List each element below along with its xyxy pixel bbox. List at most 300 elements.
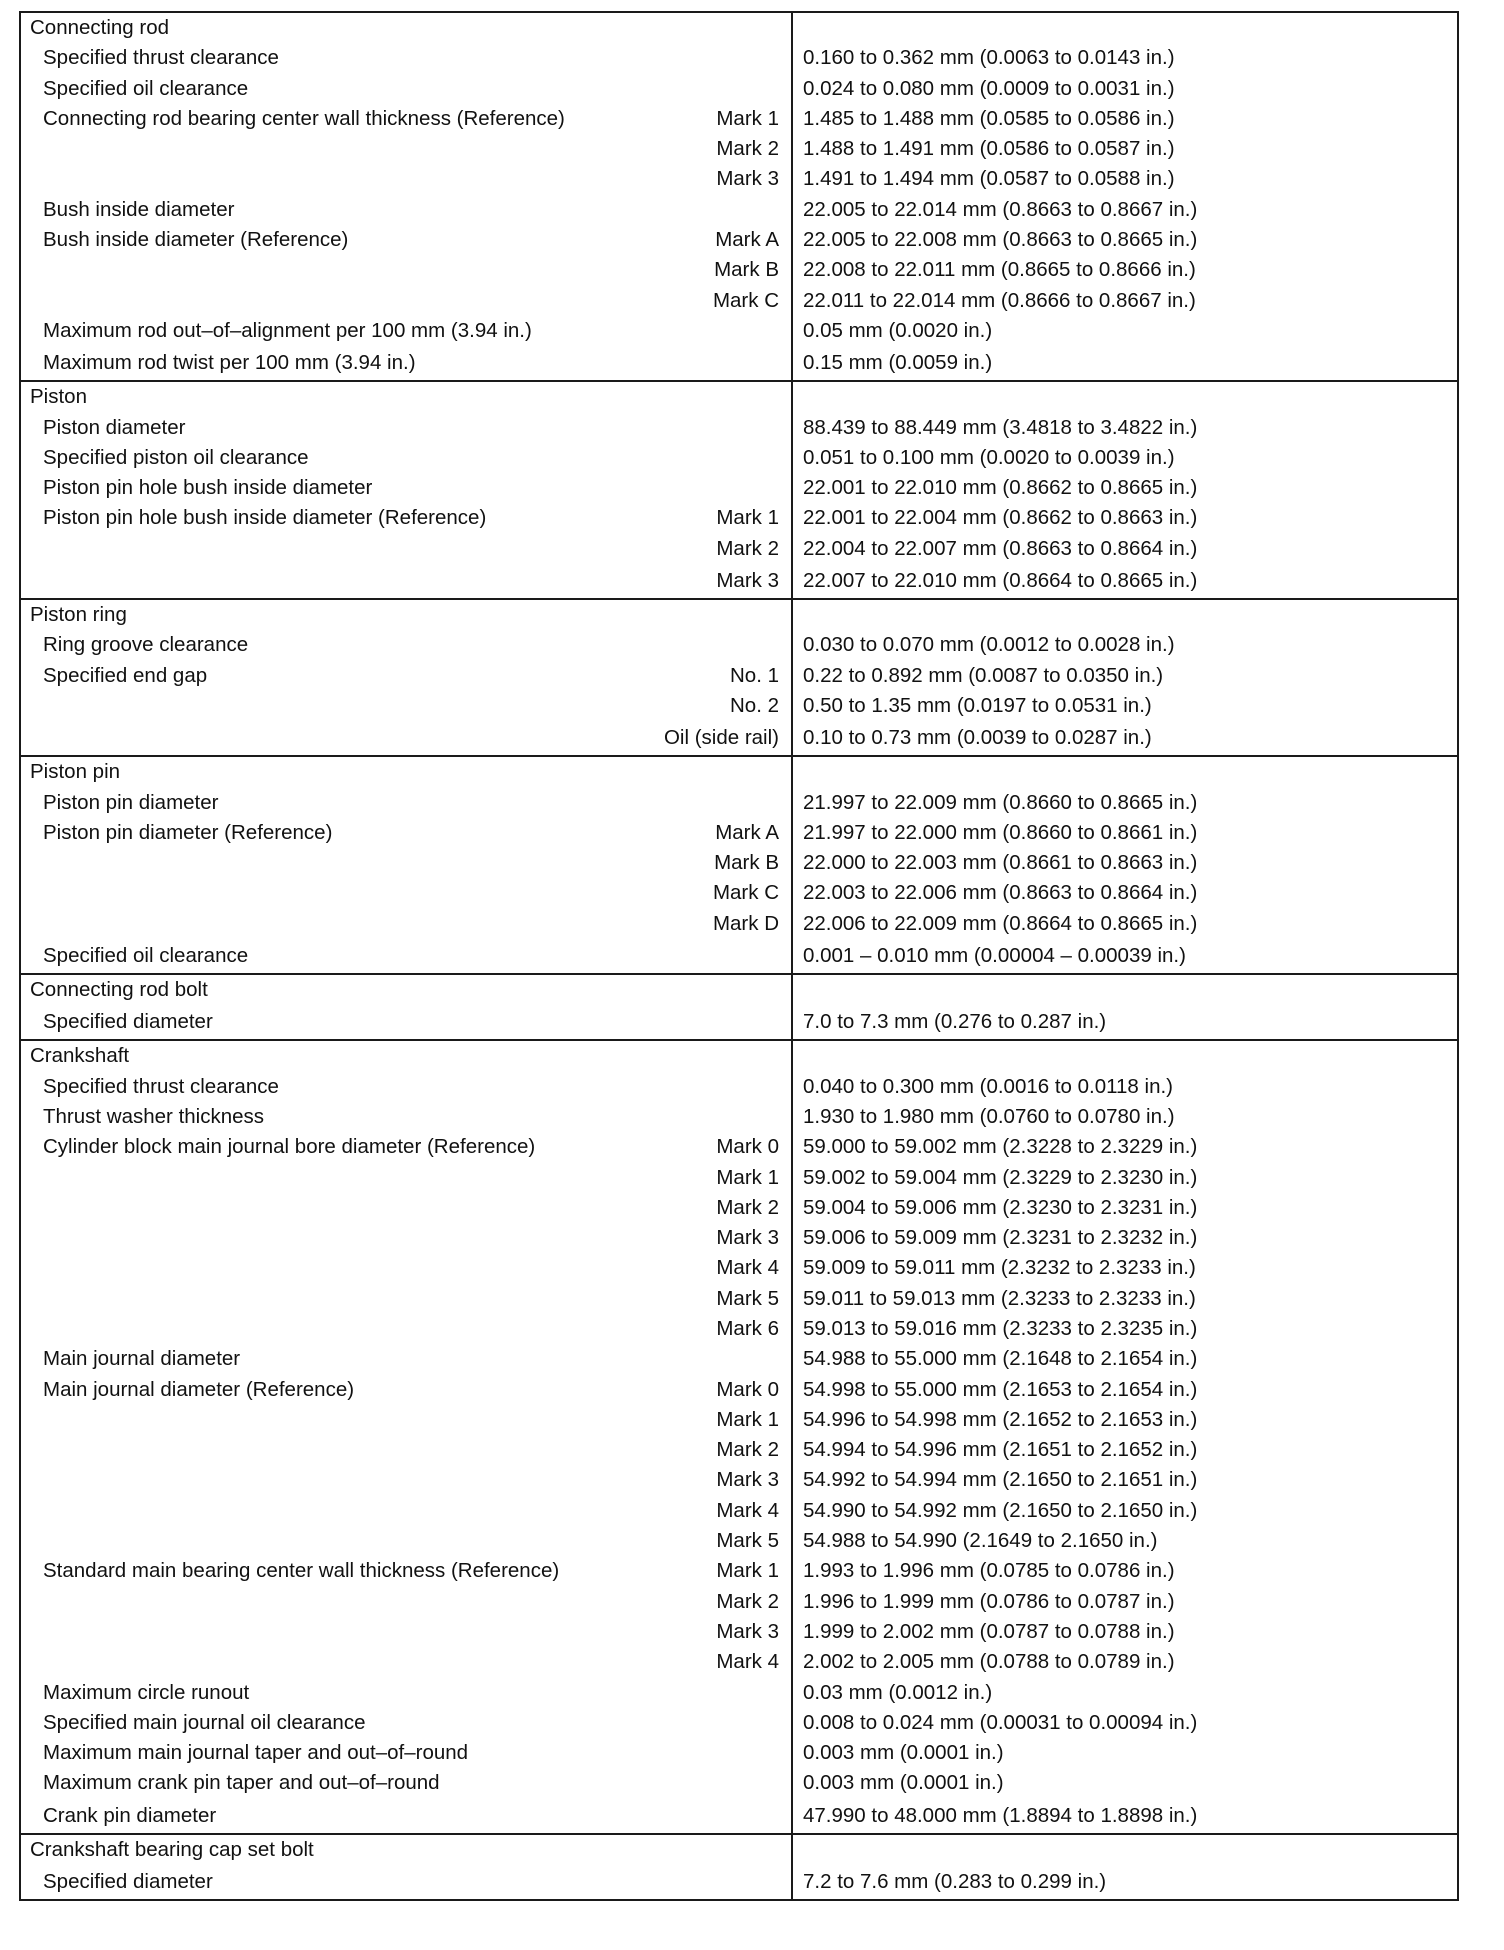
- spec-value: 54.990 to 54.992 mm (2.1650 to 2.1650 in.): [803, 1498, 1198, 1522]
- spec-label: Bush inside diameter (Reference): [43, 228, 349, 252]
- section-right-cell: [793, 757, 1457, 787]
- spec-section: [21, 13, 1457, 380]
- spec-left-cell: [21, 848, 793, 878]
- spec-value: 54.998 to 55.000 mm (2.1653 to 2.1654 in.): [803, 1377, 1198, 1401]
- spec-left-cell: [21, 104, 793, 134]
- spec-value-cell: [793, 255, 1457, 285]
- spec-row: [21, 818, 1457, 848]
- spec-left-cell: [21, 1344, 793, 1374]
- spec-left-cell: [21, 1253, 793, 1283]
- spec-mark: Mark D: [712, 911, 779, 935]
- spec-value-cell: [793, 134, 1457, 164]
- spec-label: Maximum rod twist per 100 mm (3.94 in.): [43, 351, 416, 375]
- spec-section: [21, 380, 1457, 598]
- section-title: Crankshaft: [30, 1044, 130, 1068]
- spec-left-cell: [21, 1865, 793, 1899]
- spec-value-cell: [793, 316, 1457, 346]
- spec-row: [21, 346, 1457, 380]
- spec-left-cell: [21, 134, 793, 164]
- spec-value-cell: [793, 1405, 1457, 1435]
- spec-row: [21, 1738, 1457, 1768]
- section-right-cell: [793, 1041, 1457, 1071]
- spec-left-cell: [21, 286, 793, 316]
- spec-left-cell: [21, 691, 793, 721]
- spec-value-cell: [793, 788, 1457, 818]
- spec-value: 54.996 to 54.998 mm (2.1652 to 2.1653 in.): [803, 1407, 1198, 1431]
- spec-value-cell: [793, 1738, 1457, 1768]
- spec-value: 22.000 to 22.003 mm (0.8661 to 0.8663 in.): [803, 851, 1198, 875]
- spec-value: 0.10 to 0.73 mm (0.0039 to 0.0287 in.): [803, 726, 1152, 750]
- section-left-cell: [21, 13, 793, 43]
- section-title: Piston: [30, 385, 87, 409]
- spec-left-cell: [21, 255, 793, 285]
- section-left-cell: [21, 382, 793, 412]
- spec-label: Maximum rod out–of–alignment per 100 mm (3.94 in.): [43, 318, 532, 342]
- spec-value-cell: [793, 1132, 1457, 1162]
- spec-value-cell: [793, 1708, 1457, 1738]
- spec-value-cell: [793, 630, 1457, 660]
- spec-left-cell: [21, 443, 793, 473]
- spec-value-cell: [793, 1102, 1457, 1132]
- spec-row: [21, 1617, 1457, 1647]
- spec-value: 59.004 to 59.006 mm (2.3230 to 2.3231 in.): [803, 1195, 1198, 1219]
- spec-value-cell: [793, 534, 1457, 564]
- spec-value-cell: [793, 346, 1457, 380]
- section-heading-row: [21, 757, 1457, 787]
- spec-value-cell: [793, 1253, 1457, 1283]
- spec-left-cell: [21, 630, 793, 660]
- spec-row: [21, 503, 1457, 533]
- spec-left-cell: [21, 564, 793, 598]
- spec-left-cell: [21, 1617, 793, 1647]
- spec-mark: Mark 0: [716, 1135, 779, 1159]
- spec-value: 0.051 to 0.100 mm (0.0020 to 0.0039 in.): [803, 445, 1175, 469]
- spec-row: [21, 1005, 1457, 1039]
- spec-value: 22.011 to 22.014 mm (0.8666 to 0.8667 in.): [803, 288, 1196, 312]
- spec-mark: Mark 4: [716, 1498, 779, 1522]
- spec-mark: Mark 2: [716, 1195, 779, 1219]
- spec-left-cell: [21, 1435, 793, 1465]
- spec-row: [21, 43, 1457, 73]
- spec-mark: Mark C: [712, 288, 779, 312]
- spec-row: [21, 534, 1457, 564]
- spec-label: Ring groove clearance: [43, 633, 249, 657]
- spec-row: [21, 1435, 1457, 1465]
- spec-row: [21, 286, 1457, 316]
- spec-label: Piston pin diameter: [43, 790, 219, 814]
- spec-left-cell: [21, 1708, 793, 1738]
- spec-row: [21, 1163, 1457, 1193]
- spec-value-cell: [793, 1005, 1457, 1039]
- spec-value: 1.930 to 1.980 mm (0.0760 to 0.0780 in.): [803, 1104, 1175, 1128]
- spec-left-cell: [21, 1465, 793, 1495]
- spec-value: 22.004 to 22.007 mm (0.8663 to 0.8664 in.): [803, 536, 1198, 560]
- spec-left-cell: [21, 1284, 793, 1314]
- spec-value: 22.008 to 22.011 mm (0.8665 to 0.8666 in.): [803, 258, 1196, 282]
- spec-value-cell: [793, 43, 1457, 73]
- spec-value-cell: [793, 1678, 1457, 1708]
- spec-value-cell: [793, 1526, 1457, 1556]
- spec-left-cell: [21, 503, 793, 533]
- spec-value-cell: [793, 661, 1457, 691]
- spec-value: 1.491 to 1.494 mm (0.0587 to 0.0588 in.): [803, 167, 1175, 191]
- spec-mark: Mark A: [715, 820, 779, 844]
- spec-value: 1.993 to 1.996 mm (0.0785 to 0.0786 in.): [803, 1559, 1175, 1583]
- spec-value: 22.001 to 22.010 mm (0.8662 to 0.8665 in.): [803, 476, 1198, 500]
- spec-left-cell: [21, 1496, 793, 1526]
- spec-left-cell: [21, 1587, 793, 1617]
- spec-left-cell: [21, 413, 793, 443]
- section-heading-row: [21, 600, 1457, 630]
- spec-mark: Mark 3: [716, 1468, 779, 1492]
- spec-left-cell: [21, 1072, 793, 1102]
- spec-label: Cylinder block main journal bore diameter (Reference): [43, 1135, 536, 1159]
- spec-left-cell: [21, 473, 793, 503]
- spec-label: Piston pin hole bush inside diameter: [43, 476, 373, 500]
- spec-row: [21, 1865, 1457, 1899]
- section-title: Piston pin: [30, 760, 121, 784]
- spec-value: 59.009 to 59.011 mm (2.3232 to 2.3233 in.): [803, 1256, 1196, 1280]
- section-right-cell: [793, 382, 1457, 412]
- spec-row: [21, 848, 1457, 878]
- spec-section: [21, 598, 1457, 755]
- section-left-cell: [21, 1835, 793, 1865]
- spec-value-cell: [793, 909, 1457, 939]
- spec-row: [21, 104, 1457, 134]
- spec-value: 59.013 to 59.016 mm (2.3233 to 2.3235 in.): [803, 1316, 1198, 1340]
- spec-value-cell: [793, 1556, 1457, 1586]
- spec-left-cell: [21, 1193, 793, 1223]
- spec-value-cell: [793, 1163, 1457, 1193]
- spec-left-cell: [21, 43, 793, 73]
- spec-row: [21, 630, 1457, 660]
- section-title: Crankshaft bearing cap set bolt: [30, 1837, 314, 1861]
- spec-value-cell: [793, 564, 1457, 598]
- spec-mark: Mark 2: [716, 1589, 779, 1613]
- spec-left-cell: [21, 225, 793, 255]
- spec-mark: Mark 2: [716, 1438, 779, 1462]
- spec-value-cell: [793, 1496, 1457, 1526]
- spec-left-cell: [21, 195, 793, 225]
- spec-mark: Mark 3: [716, 1226, 779, 1250]
- spec-value: 0.03 mm (0.0012 in.): [803, 1680, 993, 1704]
- spec-value: 0.160 to 0.362 mm (0.0063 to 0.0143 in.): [803, 46, 1175, 70]
- section-right-cell: [793, 600, 1457, 630]
- spec-mark: Mark 1: [716, 106, 779, 130]
- spec-section: [21, 1833, 1457, 1899]
- spec-left-cell: [21, 1647, 793, 1677]
- spec-value: 54.988 to 55.000 mm (2.1648 to 2.1654 in.): [803, 1347, 1198, 1371]
- spec-left-cell: [21, 346, 793, 380]
- spec-value-cell: [793, 1223, 1457, 1253]
- spec-label: Specified diameter: [43, 1869, 213, 1893]
- spec-left-cell: [21, 1314, 793, 1344]
- spec-row: [21, 1556, 1457, 1586]
- spec-value: 0.040 to 0.300 mm (0.0016 to 0.0118 in.): [803, 1074, 1174, 1098]
- spec-row: [21, 939, 1457, 973]
- spec-section: [21, 755, 1457, 973]
- spec-row: [21, 473, 1457, 503]
- spec-row: [21, 255, 1457, 285]
- spec-row: [21, 1072, 1457, 1102]
- spec-value-cell: [793, 1284, 1457, 1314]
- spec-left-cell: [21, 1556, 793, 1586]
- spec-mark: Mark 0: [716, 1377, 779, 1401]
- spec-mark: Mark A: [715, 228, 779, 252]
- section-left-cell: [21, 1041, 793, 1071]
- spec-mark: Oil (side rail): [663, 726, 779, 750]
- spec-value: 22.005 to 22.008 mm (0.8663 to 0.8665 in.): [803, 228, 1198, 252]
- spec-value: 0.15 mm (0.0059 in.): [803, 351, 993, 375]
- spec-row: [21, 1405, 1457, 1435]
- spec-value-cell: [793, 164, 1457, 194]
- spec-section: [21, 973, 1457, 1039]
- spec-label: Thrust washer thickness: [43, 1104, 265, 1128]
- spec-row: [21, 1375, 1457, 1405]
- spec-mark: No. 1: [730, 663, 779, 687]
- spec-row: [21, 316, 1457, 346]
- spec-left-cell: [21, 878, 793, 908]
- spec-value-cell: [793, 1193, 1457, 1223]
- spec-value-cell: [793, 691, 1457, 721]
- spec-label: Maximum crank pin taper and out–of–round: [43, 1771, 440, 1795]
- spec-value: 7.2 to 7.6 mm (0.283 to 0.299 in.): [803, 1869, 1107, 1893]
- spec-left-cell: [21, 909, 793, 939]
- spec-left-cell: [21, 788, 793, 818]
- spec-value-cell: [793, 939, 1457, 973]
- spec-value: 0.05 mm (0.0020 in.): [803, 318, 993, 342]
- spec-value-cell: [793, 1799, 1457, 1833]
- spec-left-cell: [21, 1102, 793, 1132]
- spec-row: [21, 195, 1457, 225]
- spec-left-cell: [21, 1799, 793, 1833]
- spec-left-cell: [21, 74, 793, 104]
- spec-mark: Mark 1: [716, 1407, 779, 1431]
- spec-value-cell: [793, 74, 1457, 104]
- spec-row: [21, 443, 1457, 473]
- spec-row: [21, 1526, 1457, 1556]
- section-right-cell: [793, 13, 1457, 43]
- spec-value-cell: [793, 1865, 1457, 1899]
- spec-section: [21, 1039, 1457, 1832]
- section-right-cell: [793, 975, 1457, 1005]
- spec-value-cell: [793, 1072, 1457, 1102]
- spec-row: [21, 878, 1457, 908]
- spec-row: [21, 1193, 1457, 1223]
- spec-mark: Mark B: [714, 258, 779, 282]
- spec-mark: Mark 3: [716, 1619, 779, 1643]
- spec-mark: Mark 1: [716, 506, 779, 530]
- spec-label: Piston pin hole bush inside diameter (Reference): [43, 506, 487, 530]
- spec-mark: Mark 1: [716, 1559, 779, 1583]
- spec-value: 21.997 to 22.000 mm (0.8660 to 0.8661 in.): [803, 820, 1198, 844]
- spec-value: 1.996 to 1.999 mm (0.0786 to 0.0787 in.): [803, 1589, 1175, 1613]
- spec-left-cell: [21, 1163, 793, 1193]
- spec-row: [21, 909, 1457, 939]
- spec-row: [21, 661, 1457, 691]
- spec-value: 0.22 to 0.892 mm (0.0087 to 0.0350 in.): [803, 663, 1164, 687]
- spec-label: Main journal diameter: [43, 1347, 241, 1371]
- spec-label: Main journal diameter (Reference): [43, 1377, 355, 1401]
- spec-value-cell: [793, 1465, 1457, 1495]
- spec-left-cell: [21, 1375, 793, 1405]
- spec-label: Standard main bearing center wall thickness (Reference): [43, 1559, 560, 1583]
- spec-value-cell: [793, 195, 1457, 225]
- spec-label: Maximum main journal taper and out–of–round: [43, 1741, 469, 1765]
- spec-value-cell: [793, 1314, 1457, 1344]
- spec-row: [21, 164, 1457, 194]
- spec-value: 0.003 mm (0.0001 in.): [803, 1741, 1004, 1765]
- spec-left-cell: [21, 1678, 793, 1708]
- spec-value-cell: [793, 503, 1457, 533]
- spec-label: Specified thrust clearance: [43, 1074, 279, 1098]
- spec-value: 54.994 to 54.996 mm (2.1651 to 2.1652 in.): [803, 1438, 1198, 1462]
- spec-left-cell: [21, 661, 793, 691]
- spec-value-cell: [793, 443, 1457, 473]
- spec-label: Specified diameter: [43, 1010, 213, 1034]
- spec-row: [21, 74, 1457, 104]
- spec-value: 7.0 to 7.3 mm (0.276 to 0.287 in.): [803, 1010, 1107, 1034]
- spec-row: [21, 225, 1457, 255]
- section-title: Piston ring: [30, 603, 127, 627]
- spec-row: [21, 1465, 1457, 1495]
- section-title: Connecting rod bolt: [30, 978, 208, 1002]
- spec-value-cell: [793, 473, 1457, 503]
- spec-label: Bush inside diameter: [43, 197, 235, 221]
- spec-mark: Mark 5: [716, 1286, 779, 1310]
- spec-value-cell: [793, 1647, 1457, 1677]
- spec-left-cell: [21, 1405, 793, 1435]
- spec-row: [21, 1344, 1457, 1374]
- spec-value-cell: [793, 413, 1457, 443]
- spec-row: [21, 721, 1457, 755]
- spec-value-cell: [793, 848, 1457, 878]
- spec-mark: Mark 6: [716, 1316, 779, 1340]
- section-title: Connecting rod: [30, 16, 170, 39]
- spec-value-cell: [793, 286, 1457, 316]
- spec-label: Specified thrust clearance: [43, 46, 279, 70]
- spec-row: [21, 1587, 1457, 1617]
- spec-label: Specified oil clearance: [43, 943, 249, 967]
- section-left-cell: [21, 975, 793, 1005]
- spec-left-cell: [21, 164, 793, 194]
- spec-mark: Mark 2: [716, 137, 779, 161]
- spec-mark: Mark C: [712, 881, 779, 905]
- spec-value: 1.999 to 2.002 mm (0.0787 to 0.0788 in.): [803, 1619, 1175, 1643]
- section-heading-row: [21, 975, 1457, 1005]
- spec-row: [21, 1496, 1457, 1526]
- spec-left-cell: [21, 721, 793, 755]
- spec-label: Crank pin diameter: [43, 1803, 217, 1827]
- spec-mark: Mark 2: [716, 536, 779, 560]
- spec-row: [21, 1253, 1457, 1283]
- spec-value: 21.997 to 22.009 mm (0.8660 to 0.8665 in.): [803, 790, 1198, 814]
- spec-value: 0.50 to 1.35 mm (0.0197 to 0.0531 in.): [803, 693, 1152, 717]
- spec-row: [21, 1132, 1457, 1162]
- spec-value-cell: [793, 721, 1457, 755]
- spec-left-cell: [21, 1005, 793, 1039]
- spec-row: [21, 788, 1457, 818]
- spec-value-cell: [793, 225, 1457, 255]
- section-heading-row: [21, 13, 1457, 43]
- spec-label: Specified end gap: [43, 663, 208, 687]
- spec-left-cell: [21, 939, 793, 973]
- spec-value: 1.488 to 1.491 mm (0.0586 to 0.0587 in.): [803, 137, 1175, 161]
- spec-value-cell: [793, 1375, 1457, 1405]
- section-left-cell: [21, 757, 793, 787]
- spec-value-cell: [793, 878, 1457, 908]
- spec-left-cell: [21, 1132, 793, 1162]
- spec-left-cell: [21, 1768, 793, 1798]
- spec-row: [21, 1708, 1457, 1738]
- spec-value-cell: [793, 1617, 1457, 1647]
- spec-value: 0.024 to 0.080 mm (0.0009 to 0.0031 in.): [803, 76, 1175, 100]
- section-heading-row: [21, 382, 1457, 412]
- spec-value: 59.011 to 59.013 mm (2.3233 to 2.3233 in.): [803, 1286, 1196, 1310]
- spec-value: 0.008 to 0.024 mm (0.00031 to 0.00094 in.): [803, 1710, 1198, 1734]
- spec-row: [21, 1799, 1457, 1833]
- spec-mark: No. 2: [730, 693, 779, 717]
- spec-label: Specified oil clearance: [43, 76, 249, 100]
- spec-value: 22.005 to 22.014 mm (0.8663 to 0.8667 in.): [803, 197, 1198, 221]
- spec-value: 54.992 to 54.994 mm (2.1650 to 2.1651 in.): [803, 1468, 1198, 1492]
- spec-value: 59.002 to 59.004 mm (2.3229 to 2.3230 in.): [803, 1165, 1198, 1189]
- spec-mark: Mark 5: [716, 1529, 779, 1553]
- spec-row: [21, 1102, 1457, 1132]
- section-left-cell: [21, 600, 793, 630]
- spec-row: [21, 1678, 1457, 1708]
- spec-value: 2.002 to 2.005 mm (0.0788 to 0.0789 in.): [803, 1650, 1175, 1674]
- spec-row: [21, 564, 1457, 598]
- spec-row: [21, 691, 1457, 721]
- spec-label: Piston pin diameter (Reference): [43, 820, 333, 844]
- section-heading-row: [21, 1835, 1457, 1865]
- spec-value: 47.990 to 48.000 mm (1.8894 to 1.8898 in.): [803, 1803, 1198, 1827]
- spec-row: [21, 134, 1457, 164]
- spec-value-cell: [793, 1587, 1457, 1617]
- spec-mark: Mark 3: [716, 568, 779, 592]
- spec-row: [21, 1647, 1457, 1677]
- spec-value: 88.439 to 88.449 mm (3.4818 to 3.4822 in.): [803, 415, 1198, 439]
- spec-value-cell: [793, 1768, 1457, 1798]
- spec-row: [21, 413, 1457, 443]
- spec-label: Specified piston oil clearance: [43, 445, 309, 469]
- spec-value: 22.006 to 22.009 mm (0.8664 to 0.8665 in.): [803, 911, 1198, 935]
- spec-table: [19, 11, 1459, 1901]
- spec-value: 59.000 to 59.002 mm (2.3228 to 2.3229 in.): [803, 1135, 1198, 1159]
- spec-label: Connecting rod bearing center wall thickness (Reference): [43, 106, 565, 130]
- spec-value: 1.485 to 1.488 mm (0.0585 to 0.0586 in.): [803, 106, 1175, 130]
- spec-row: [21, 1768, 1457, 1798]
- spec-value: 22.007 to 22.010 mm (0.8664 to 0.8665 in.): [803, 568, 1198, 592]
- spec-value: 22.003 to 22.006 mm (0.8663 to 0.8664 in.): [803, 881, 1198, 905]
- section-heading-row: [21, 1041, 1457, 1071]
- spec-value: 22.001 to 22.004 mm (0.8662 to 0.8663 in.): [803, 506, 1198, 530]
- spec-mark: Mark 4: [716, 1256, 779, 1280]
- spec-value: 54.988 to 54.990 (2.1649 to 2.1650 in.): [803, 1529, 1158, 1553]
- spec-mark: Mark 1: [716, 1165, 779, 1189]
- spec-left-cell: [21, 316, 793, 346]
- spec-mark: Mark 3: [716, 167, 779, 191]
- spec-left-cell: [21, 1223, 793, 1253]
- spec-row: [21, 1284, 1457, 1314]
- spec-value: 59.006 to 59.009 mm (2.3231 to 2.3232 in.): [803, 1226, 1198, 1250]
- spec-row: [21, 1223, 1457, 1253]
- spec-value-cell: [793, 104, 1457, 134]
- spec-mark: Mark B: [714, 851, 779, 875]
- spec-row: [21, 1314, 1457, 1344]
- spec-left-cell: [21, 1526, 793, 1556]
